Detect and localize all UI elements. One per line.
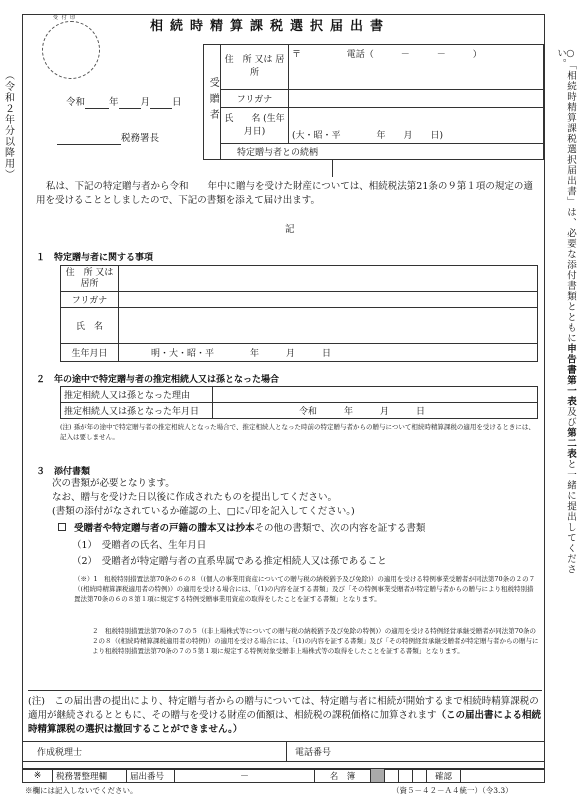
section-2-note: (注) 孫が年の途中で特定贈与者の推定相続人となった場合で、推定相続人となった時前の特定贈与者からの贈与について相続時精算課税の適用を受けるときには、記入は要しません。	[60, 423, 535, 441]
donor-birth-label: 生年月日	[61, 344, 119, 362]
document-checkbox[interactable]	[58, 523, 66, 531]
section-3-title: ３ 添付書類	[36, 467, 91, 477]
heir-date-field[interactable]: 令和 年 月 日	[213, 403, 538, 419]
preparer-table	[22, 741, 545, 762]
phone-number-label: 電話番号	[287, 742, 545, 762]
donor-furigana-field[interactable]	[119, 292, 538, 308]
form-title: 相続時精算課税選択届出書	[150, 19, 391, 34]
donor-name-label: 氏 名	[61, 308, 119, 344]
furigana-field[interactable]	[289, 90, 544, 108]
s3-line-2: なお、贈与を受けた日以後に作成されたものを提出してください。	[52, 492, 338, 503]
heir-reason-field[interactable]	[213, 387, 538, 403]
donor-address-label: 住 所 又は居所	[61, 266, 119, 292]
footer-note-right: （資５－４２－Ａ４統一）（令3.3）	[392, 786, 513, 795]
right-side-note: ○「相続時精算課税選択届出書」は、必要な添付書類とともに申告書第一表及び第二表と一緒に提出してください。	[554, 48, 576, 575]
s3-note-2: ２ 租税特別措置法第70条の７の５（(非上場株式等についての贈与税の納税猶予及び免除の特例)）の適用を受ける特例経営承継受贈者が同法第70条の２の８（(相続時精算課税適用者の特例)）の適用を受ける場合には、「(1)の内容を証する書類」及び「その特例経営承継受贈者が特定贈与者からの贈与により租税特別措置法第70条の７の５第１項に規定する特例対象受贈非上場株式等の取得をしたことを証する書類」となります。	[92, 627, 539, 655]
donor-table	[60, 265, 538, 362]
donor-address-field[interactable]	[119, 266, 538, 292]
recipient-table	[203, 44, 544, 160]
s3-checkbox-line: 受贈者や特定贈与者の戸籍の謄本又は抄本その他の書類で、次の内容を証する書類	[58, 522, 425, 536]
recipient-header: 受贈者	[207, 76, 219, 125]
filing-number-field: －	[175, 769, 315, 783]
section-2-title: ２ 年の途中で特定贈与者の推定相続人又は孫となった場合	[36, 375, 280, 385]
ki-heading: 記	[285, 224, 295, 235]
address-field[interactable]: 〒 電話（ － － ）	[289, 45, 544, 90]
s3-line-1: 次の書類が必要となります。	[52, 478, 175, 489]
heir-date-label: 推定相続人又は孫となった年月日	[61, 403, 213, 419]
register-box-3	[399, 769, 413, 783]
s3-note-1: （※）1 租税特別措置法第70条の６の８（(個人の事業用資産についての贈与税の納税猶予及び免除)）の適用を受ける特例事業受贈者が同法第70条の２の７（(相続時精算課税適用者の特例)）の適用を受ける場合には、「(1)の内容を証する書類」及び「その特例事業受贈者が特定贈与者からの贈与により租税特別措置法第70条の６の８第１項に規定する特例受贈事業用資産の取得をしたことを証する書類」となります。	[74, 575, 536, 603]
left-side-note: （令和２年分以降用）	[2, 70, 14, 180]
section-1-title: １ 特定贈与者に関する事項	[36, 253, 154, 263]
s3-item-1: （1） 受贈者の氏名、生年月日	[72, 540, 207, 551]
filing-number-label: 届出番号	[127, 769, 175, 783]
register-box-1	[371, 769, 385, 783]
relation-label: 特定贈与者との続柄	[221, 144, 544, 160]
register-label: 名 簿	[315, 769, 371, 783]
donor-birth-field[interactable]: 明・大・昭・平 年 月 日	[119, 344, 538, 362]
stamp-label: 受 付 印	[53, 15, 77, 21]
footer-note-left: ※欄には記入しないでください。	[25, 786, 138, 795]
tax-office-line: 税務署長	[57, 130, 159, 145]
tax-office-field[interactable]	[57, 133, 121, 145]
heir-reason-label: 推定相続人又は孫となった理由	[61, 387, 213, 403]
donor-furigana-label: フリガナ	[61, 292, 119, 308]
s3-line-3: (書類の添付がなされているか確認の上、□に✓印を記入してください。)	[52, 506, 355, 517]
office-use-table	[22, 768, 545, 783]
receipt-stamp-circle	[42, 21, 100, 79]
address-label: 住 所 又は 居 所	[221, 45, 289, 90]
name-birth-field[interactable]: (大・昭・平 年 月 日)	[289, 108, 544, 144]
heir-table	[60, 386, 538, 419]
s3-item-2: （2） 受贈者が特定贈与者の直系卑属である推定相続人又は孫であること	[72, 556, 387, 567]
donor-name-field[interactable]	[119, 308, 538, 344]
intro-text: 私は、下記の特定贈与者から令和 年中に贈与を受けた財産については、相続税法第21条の９第１項の規定の適用を受けることとしましたので、下記の書類を添えて届け出ます。	[36, 181, 533, 206]
preparer-label: 作成税理士	[23, 742, 287, 762]
date-line: 令和 年 月 日	[66, 97, 182, 108]
register-box-4	[413, 769, 427, 783]
check-label: 確認	[427, 769, 461, 783]
register-box-2	[385, 769, 399, 783]
check-field	[461, 769, 545, 783]
name-label: 氏 名 (生年月日)	[221, 108, 289, 144]
office-use-label: 税務署整理欄	[53, 769, 127, 783]
final-note: (注) この届出書の提出により、特定贈与者からの贈与については、特定贈与者に相続が開始するまで相続時精算課税の適用が継続されるとともに、その贈与を受ける財産の価額は、相続税の課税価格に加算されます（この届出書による相続時精算課税の選択は撤回することができません。）	[28, 690, 542, 737]
furigana-label: フリガナ	[221, 90, 289, 108]
office-use-mark: ※	[23, 769, 53, 783]
